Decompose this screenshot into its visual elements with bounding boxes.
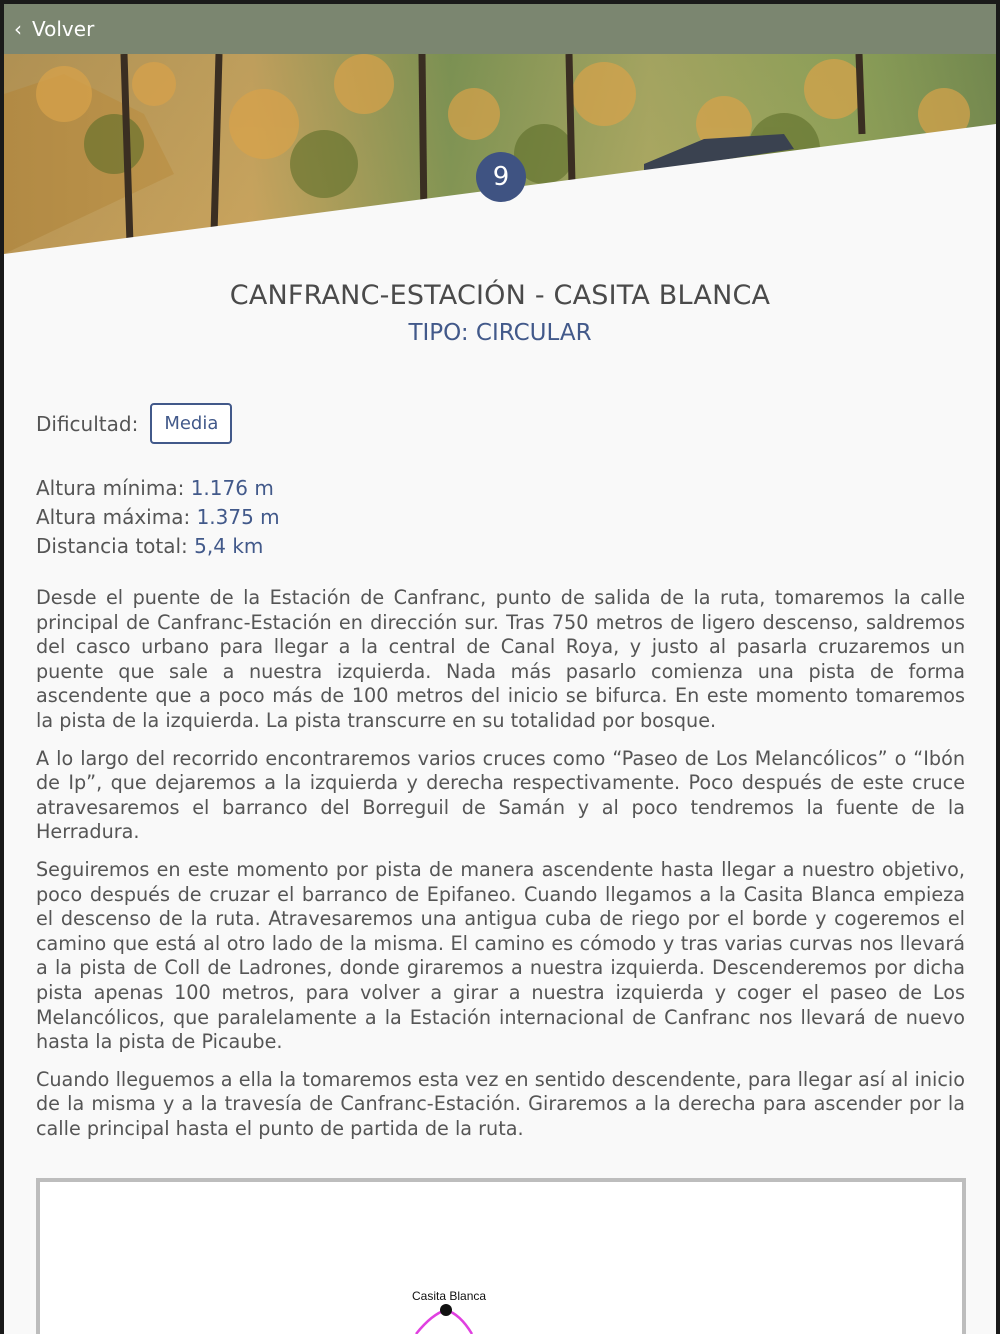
map-point-label: Casita Blanca [412,1289,487,1303]
app-frame [4,4,996,1334]
route-stats [36,474,280,561]
difficulty-badge: Media [150,403,232,444]
back-button[interactable] [4,4,94,54]
map-canvas [40,1182,962,1334]
route-type: TIPO: CIRCULAR [408,320,592,346]
stat-total-distance: Distancia total: 5,4 km [36,534,264,558]
stat-max-altitude: Altura máxima: 1.375 m [36,505,280,529]
difficulty-row [36,403,232,444]
description-paragraph: Desde el puente de la Estación de Canfranc, punto de salida de la ruta, tomaremos la calle principal de Canfranc-Estación en dirección sur. Tras 750 metros de ligero descenso, saldremos del casco urbano para llegar a la central de Canal Roya, y justo al pasarla cruzaremos un puente que sale a nuestra izquierda. Nada más pasarlo comienza una pista de forma ascendente que a poco más de 100 metros del inicio se bifurca. En este momento tomaremos la pista de la izquierda. La pista transcurre en su totalidad por bosque. [36,586,965,732]
stat-min-altitude: Altura mínima: 1.176 m [36,476,274,500]
description-paragraph: Cuando lleguemos a ella la tomaremos esta vez en sentido descendente, para llegar así al inicio de la misma y a la travesía de Canfranc-Estación. Giraremos a la derecha para ascender por la calle principal hasta el punto de partida de la ruta. [36,1067,965,1140]
route-description [36,586,965,1154]
chevron-left-icon: ‹ [14,17,22,41]
map-point-marker [440,1304,452,1316]
back-label: Volver [32,17,95,41]
route-title: CANFRANC-ESTACIÓN - CASITA BLANCA [229,280,771,311]
route-map[interactable] [36,1178,966,1334]
hero-image [4,54,996,254]
description-paragraph: A lo largo del recorrido encontraremos varios cruces como “Paseo de Los Melancólicos” o “Ibón de Ip”, que dejaremos a la izquierda y derecha respectivamente. Poco después de este cruce atravesaremos el barranco del Borreguil de Samán y al poco tendremos la fuente de la Herradura. [36,746,965,844]
route-number-badge: 9 [476,152,526,202]
top-bar [4,4,996,54]
difficulty-label: Dificultad: [36,411,139,436]
description-paragraph: Seguiremos en este momento por pista de manera ascendente hasta llegar a nuestro objetivo, poco después de cruzar el barranco de Epifaneo. Cuando llegamos a la Casita Blanca empieza el descenso de la ruta. Atravesaremos una antigua cuba de riego por el borde y cogeremos el camino que está al otro lado de la misma. El camino es cómodo y tras varias curvas nos llevará a la pista de Coll de Ladrones, donde giraremos a nuestra izquierda. Descenderemos por dicha pista apenas 100 metros, para volver a girar a nuestra izquierda y coger el paseo de Los Melancólicos, que paralelamente a la Estación internacional de Canfranc nos llevará de nuevo hasta la pista de Picaube. [36,857,965,1054]
